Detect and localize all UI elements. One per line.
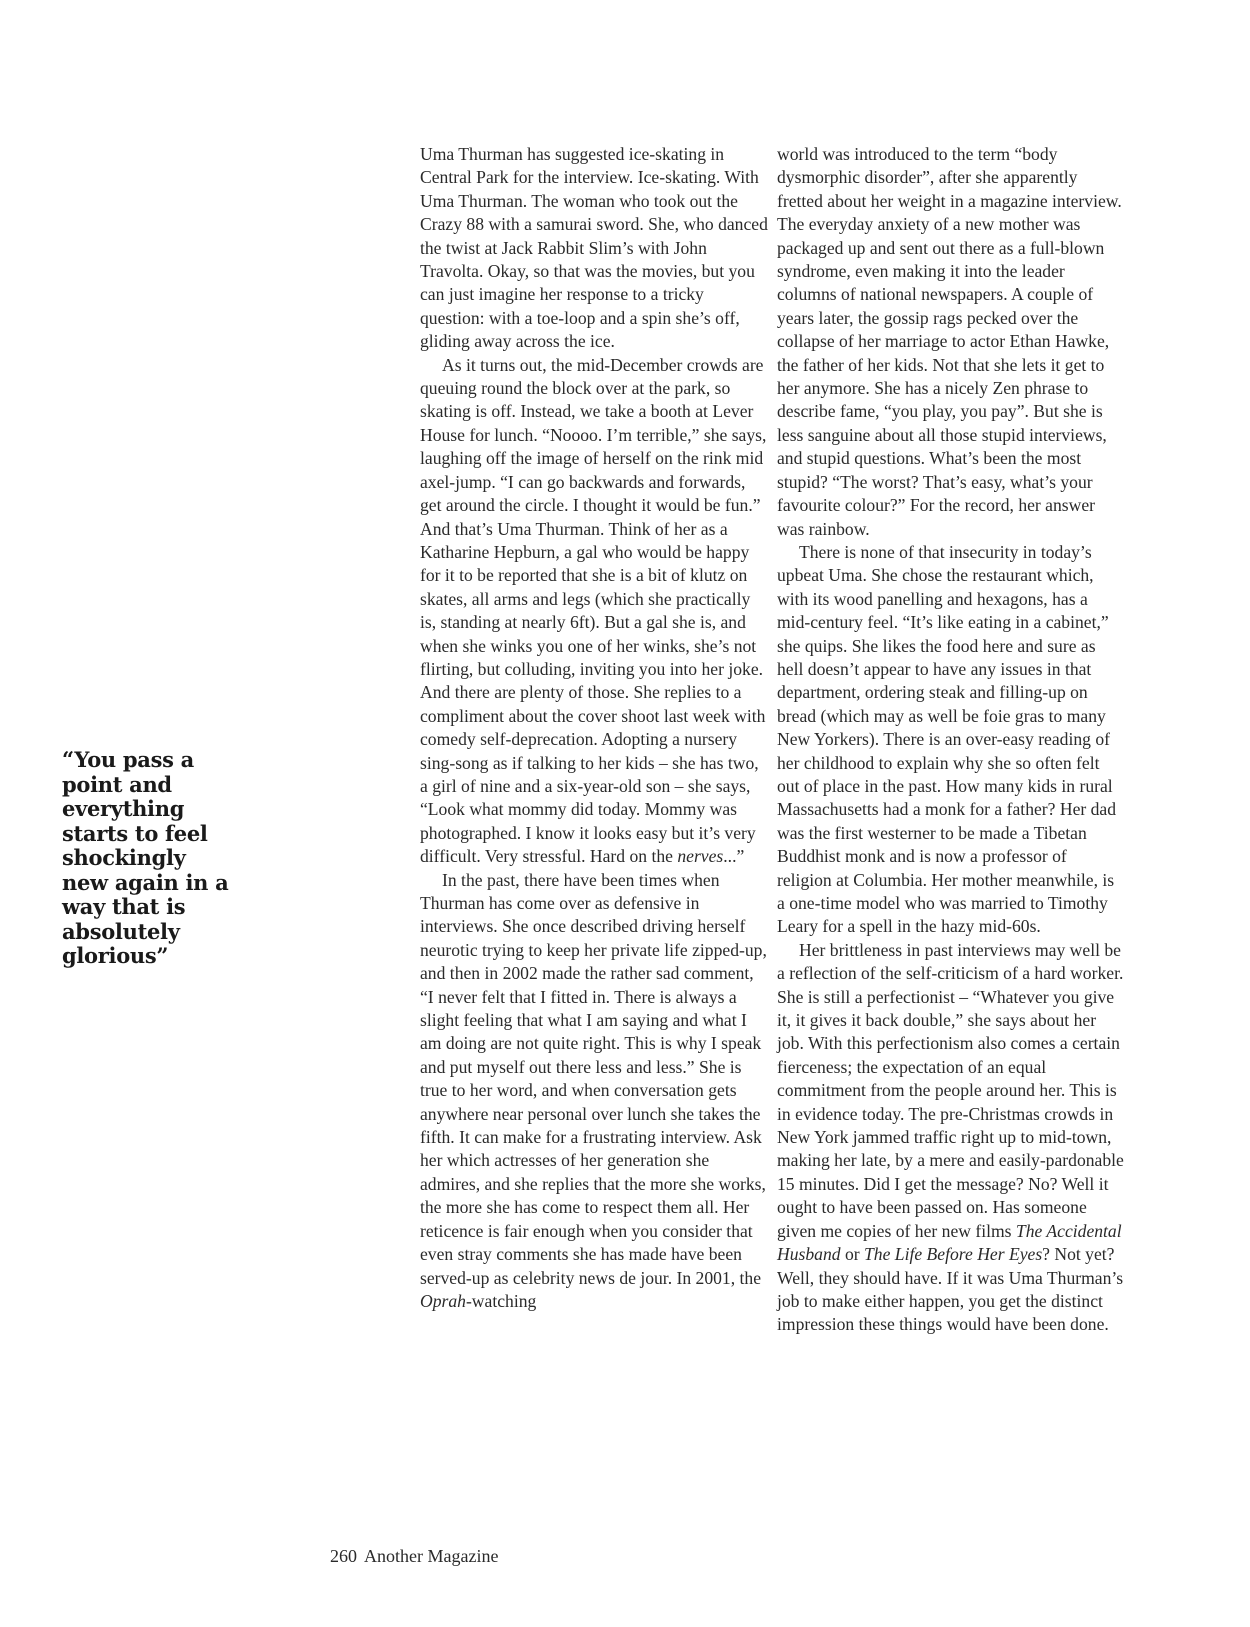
paragraph-text: Her brittleness in past interviews may well be a reflection of the self-criticism of a hard worker. She is still a perfectionist – “Whatever you give it, it gives it back double,” she says about her job. With this perfectionism also comes a certain fierceness; the expectation of an equal commitment from the people around her. This is in evidence today. The pre-Christmas crowds in New York jammed traffic right up to mid-town, making her late, by a mere and easily-pardonable 15 minutes. Did I get the message? No? Well it ought to have been passed on. Has someone given me copies of her new films bbox=[777, 939, 1124, 1241]
article-column-right bbox=[777, 143, 1125, 1337]
paragraph-text: world was introduced to the term “body dysmorphic disorder”, after she apparently fretted about her weight in a magazine interview. The everyday anxiety of a new mother was packaged up and sent out there as a full-blown syndrome, even making it into the leader columns of national newspapers. A couple of years later, the gossip rags pecked over the collapse of her marriage to actor Ethan Hawke, the father of her kids. Not that she lets it get to her anymore. She has a nicely Zen phrase to describe fame, “you play, you pay”. But she is less sanguine about all those stupid interviews, and stupid questions. What’s been the most stupid? “The worst? That’s easy, what’s your favourite colour?” For the record, her answer was rainbow. bbox=[777, 144, 1122, 539]
paragraph-text: As it turns out, the mid-December crowds are queuing round the block over at the park, so skating is off. Instead, we take a booth at Lever House for lunch. “Noooo. I’m terrible,” she says, laughing off the image of herself on the rink mid axel-jump. “I can go backwards and forwards, get around the circle. I thought it would be fun.” And that’s Uma Thurman. Think of her as a Katharine Hepburn, a gal who would be happy for it to be reported that she is a bit of klutz on skates, all arms and legs (which she practically is, standing at nearly 6ft). But a gal she is, and when she winks you one of her winks, she’s not flirting, but colluding, inviting you into her joke. And there are plenty of those. She replies to a compliment about the cover shoot last week with comedy self-deprecation. Adopting a nursery sing-song as if talking to her kids – she has two, a girl of nine and a six-year-old son – she says, “Look what mommy did today. Mommy was photographed. I know it looks easy but it’s very difficult. Very stressful. Hard on the bbox=[420, 354, 767, 867]
paragraph bbox=[777, 143, 1125, 541]
italic-text: Oprah bbox=[420, 1290, 466, 1311]
paragraph-text: Uma Thurman has suggested ice-skating in Central Park for the interview. Ice-skating. With Uma Thurman. The woman who took out the Crazy 88 with a samurai sword. She, who danced the twist at Jack Rabbit Slim’s with John Travolta. Okay, so that was the movies, but you can just imagine her response to a tricky question: with a toe-loop and a spin she’s off, gliding away across the ice. bbox=[420, 144, 768, 352]
paragraph bbox=[420, 143, 768, 354]
film-title: The Accidental Husband bbox=[777, 1220, 1122, 1265]
page-number: 260 bbox=[330, 1546, 357, 1566]
paragraph-text: ? Not yet? Well, they should have. If it was Uma Thurman’s job to make either happen, you get the distinct impression these things would have been done. bbox=[777, 1244, 1124, 1335]
paragraph bbox=[777, 541, 1125, 939]
publication-name: Another Magazine bbox=[364, 1546, 499, 1566]
paragraph-text: -watching bbox=[465, 1290, 537, 1311]
paragraph-text: ...” bbox=[723, 846, 745, 867]
paragraph-text: In the past, there have been times when Thurman has come over as defensive in interviews. She once described driving herself neurotic trying to keep her private life zipped-up, and then in 2002 made the rather sad comment, “I never felt that I fitted in. There is always a slight feeling that what I am saying and what I am doing are not quite right. This is why I speak and put myself out there less and less.” She is true to her word, and when conversation gets anywhere near personal over lunch she takes the fifth. It can make for a frustrating interview. Ask her which actresses of her generation she admires, and she replies that the more she works, the more she has come to respect them all. Her reticence is fair enough when you consider that even stray comments she has made have been served-up as celebrity news de jour. In 2001, the bbox=[420, 869, 767, 1288]
paragraph bbox=[420, 869, 768, 1314]
italic-text: nerves bbox=[677, 846, 724, 867]
paragraph-text: or bbox=[840, 1244, 864, 1265]
page-footer bbox=[330, 1546, 498, 1567]
paragraph bbox=[420, 354, 768, 869]
pull-quote: “You pass a point and everything starts to feel shockingly new again in a way that is absolutely glorious” bbox=[62, 747, 229, 968]
paragraph-text: There is none of that insecurity in today’s upbeat Uma. She chose the restaurant which, with its wood panelling and hexagons, has a mid-century feel. “It’s like eating in a cabinet,” she quips. She likes the food here and sure as hell doesn’t appear to have any issues in that department, ordering steak and filling-up on bread (which may as well be foie gras to many New Yorkers). There is an over-easy reading of her childhood to explain why she so often felt out of place in the past. How many kids in rural Massachusetts had a monk for a father? Her dad was the first westerner to be made a Tibetan Buddhist monk and is now a professor of religion at Columbia. Her mother meanwhile, is a one-time model who was married to Timothy Leary for a spell in the hazy mid-60s. bbox=[777, 541, 1117, 937]
article-column-left bbox=[420, 143, 768, 1313]
film-title: The Life Before Her Eyes bbox=[864, 1244, 1043, 1265]
paragraph bbox=[777, 939, 1125, 1337]
